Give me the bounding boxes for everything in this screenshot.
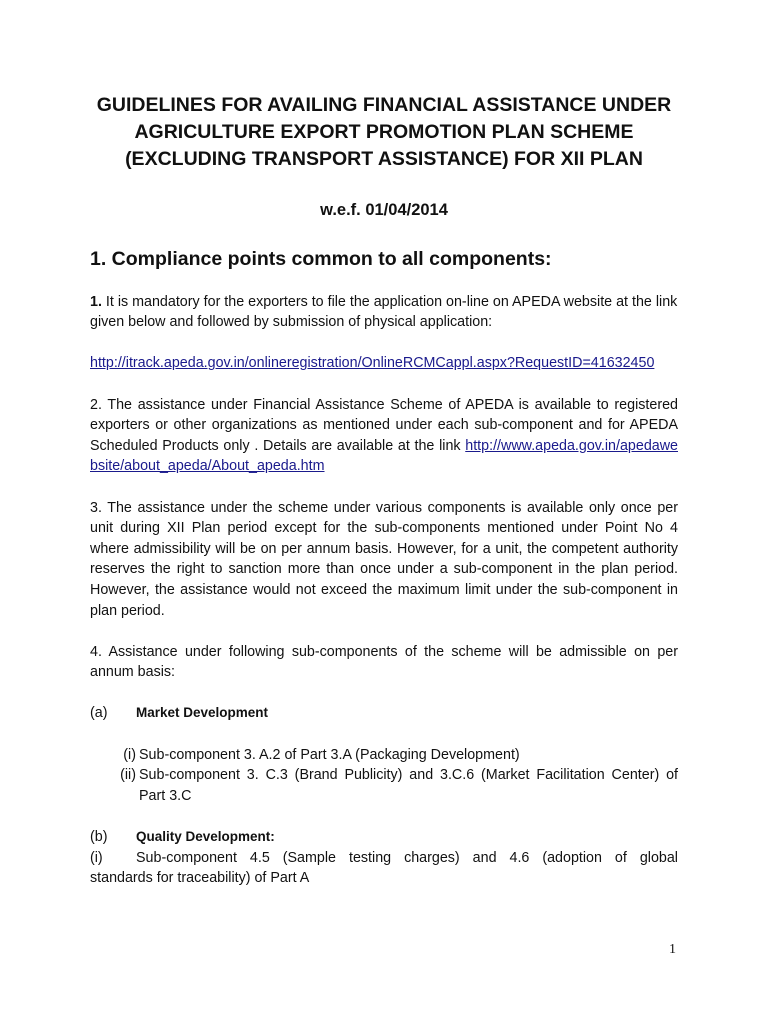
point-2-text: 2. The assistance under Financial Assistance Scheme of APEDA is available to registered exporters or other organizations as mentioned under each sub-component and for APEDA Scheduled Products only . Details are available at the link (90, 396, 678, 454)
point-1-number: 1. (90, 293, 102, 310)
quality-item-text: Sub-component 4.5 (Sample testing charges) and 4.6 (adoption of global (136, 849, 678, 866)
point-1-link-paragraph (90, 353, 678, 374)
effective-date: w.e.f. 01/04/2014 (320, 201, 448, 219)
quality-item (90, 848, 678, 869)
market-development-list (90, 745, 678, 807)
point-4: 4. Assistance under following sub-components of the scheme will be admissible on per annum basis: (90, 643, 678, 681)
list-item-text: Sub-component 3. C.3 (Brand Publicity) and 3.C.6 (Market Facilitation Center) of Part 3.C (139, 767, 678, 804)
section-heading: 1. Compliance points common to all components: (90, 248, 552, 270)
point-1 (90, 292, 678, 333)
list-item-text: Sub-component 3. A.2 of Part 3.A (Packaging Development) (139, 746, 520, 763)
sub-heading-a (90, 703, 678, 724)
title-line-2: AGRICULTURE EXPORT PROMOTION PLAN SCHEME (134, 121, 634, 143)
point-3: 3. The assistance under the scheme under various components is available only once per unit during XII Plan period except for the sub-components mentioned under Point No 4 where admissibility will be on per annum basis. However, for a unit, the competent authority reserves the right to sanction more than once under a sub-component in the plan period. However, the assistance would not exceed the maximum limit under the sub-component in plan period. (90, 499, 678, 619)
list-item (112, 765, 678, 806)
sub-heading-a-label: Market Development (136, 705, 269, 721)
sub-heading-b (90, 827, 678, 848)
title-line-1: GUIDELINES FOR AVAILING FINANCIAL ASSISTANCE UNDER (96, 94, 672, 116)
list-item-number: (i) (123, 746, 136, 763)
point-1-text: It is mandatory for the exporters to file the application on-line on APEDA website at the link given below and followed by submission of physical application: (90, 293, 678, 331)
list-item-number: (ii) (120, 767, 136, 784)
quality-item-continuation: standards for traceability) of Part A (90, 870, 310, 887)
about-apeda-link[interactable]: http://www.apeda.gov.in/apedawebsite/about_apeda/About_apeda.htm (90, 437, 678, 475)
list-item (112, 745, 678, 766)
point-2 (90, 395, 678, 477)
document-page (90, 92, 678, 889)
online-registration-link[interactable]: http://itrack.apeda.gov.in/onlineregistration/OnlineRCMCappl.aspx?RequestID=41632450 (90, 355, 655, 372)
page-number: 1 (669, 942, 676, 957)
title-line-3: (EXCLUDING TRANSPORT ASSISTANCE) FOR XII PLAN (125, 148, 643, 170)
sub-heading-a-marker: (a) (90, 705, 108, 722)
sub-heading-b-label: Quality Development: (136, 829, 275, 845)
document-title (90, 92, 678, 173)
quality-item-number: (i) (90, 849, 103, 866)
sub-heading-b-marker: (b) (90, 829, 108, 846)
